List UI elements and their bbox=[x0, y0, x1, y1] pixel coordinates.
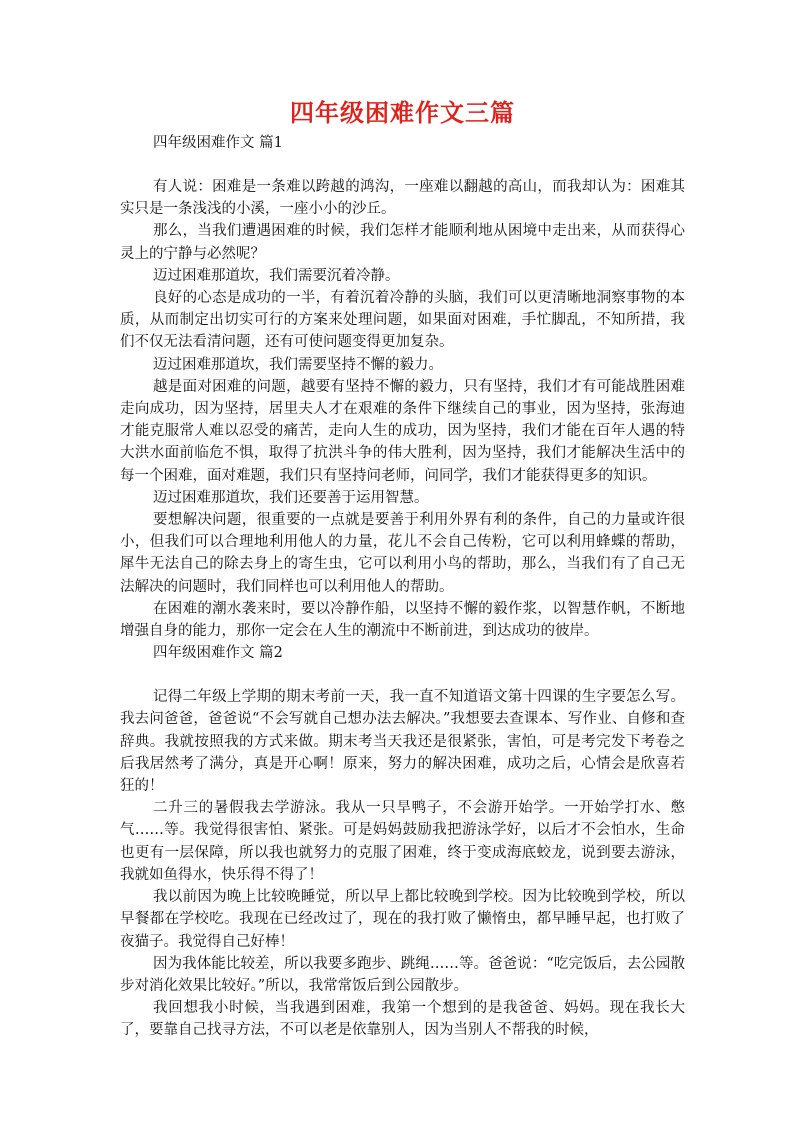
document-title: 四年级困难作文三篇 bbox=[290, 98, 515, 127]
document-page bbox=[120, 96, 685, 1042]
paragraph: 迈过困难那道坎，我们需要沉着冷静。 bbox=[153, 267, 400, 284]
section-gap bbox=[120, 664, 685, 686]
paragraph: 越是面对困难的问题，越要有坚持不懈的毅力，只有坚持，我们才有可能战胜困难走向成功，因为坚持，居里夫人才在艰难的条件下继续自己的事业，因为坚持，张海迪才能克服常人难以忍受的痛苦，走向人生的成功，因为坚持，我们才能在百年人遇的特大洪水面前临危不惧，取得了抗洪斗争的伟大胜利，因为坚持，我们才能解决生活中的每一个困难，面对难题，我们只有坚持问老师，问同学，我们才能获得更多的知识。 bbox=[120, 378, 685, 484]
paragraph: 良好的心态是成功的一半，有着沉着冷静的头脑，我们可以更清晰地洞察事物的本质，从而制定出切实可行的方案来处理问题，如果面对困难，手忙脚乱，不知所措，我们不仅无法看清问题，还有可使问题变得更加复杂。 bbox=[120, 290, 685, 351]
paragraph: 迈过困难那道坎，我们还要善于运用智慧。 bbox=[153, 489, 429, 506]
paragraph: 那么，当我们遭遇困难的时候，我们怎样才能顺利地从困境中走出来，从而获得心灵上的宁静与必然呢？ bbox=[120, 223, 685, 262]
paragraph: 迈过困难那道坎，我们需要坚持不懈的毅力。 bbox=[153, 356, 443, 373]
paragraph: 在困难的潮水袭来时，要以冷静作船，以坚持不懈的毅作浆，以智慧作帆，不断地增强自身的能力，那你一定会在人生的潮流中不断前进，到达成功的彼岸。 bbox=[120, 600, 685, 640]
paragraph: 我以前因为晚上比较晚睡觉，所以早上都比较晚到学校。因为比较晚到学校，所以早餐都在学校吃。我现在已经改过了，现在的我打败了懒惰虫，都早睡早起，也打败了夜猫子。我觉得自己好棒！ bbox=[120, 889, 685, 950]
paragraph: 二升三的暑假我去学游泳。我从一只旱鸭子，不会游开始学。一开始学打水、憋气……等。我觉得很害怕、紧张。可是妈妈鼓励我把游泳学好，以后才不会怕水，生命也更有一层保障，所以我也就努力的克服了困难，终于变成海底蛟龙，说到要去游泳，我就如鱼得水，快乐得不得了！ bbox=[120, 800, 685, 883]
paragraph: 有人说：困难是一条难以跨越的鸿沟，一座难以翻越的高山，而我却认为：困难其实只是一条浅浅的小溪，一座小小的沙丘。 bbox=[120, 179, 685, 218]
paragraph: 要想解决问题，很重要的一点就是要善于利用外界有利的条件，自己的力量或许很小，但我们可以合理地利用他人的力量，花儿不会自己传粉，它可以利用蜂蝶的帮助，犀牛无法自己的除去身上的寄生虫，它可以利用小鸟的帮助，那么，当我们有了自己无法解决的问题时，我们同样也可以利用他人的帮助。 bbox=[120, 512, 685, 595]
paragraph: 我回想我小时候，当我遇到困难，我第一个想到的是我爸爸、妈妈。现在我长大了，要靠自己找寻方法，不可以老是依靠别人，因为当别人不帮我的时候， bbox=[120, 1000, 685, 1039]
paragraph: 因为我体能比较差，所以我要多跑步、跳绳……等。爸爸说：“吃完饭后，去公园散步对消化效果比较好。”所以，我常常饭后到公园散步。 bbox=[120, 955, 685, 994]
section-gap bbox=[120, 154, 685, 176]
section-1-heading: 四年级困难作文 篇1 bbox=[153, 135, 283, 151]
section-2-heading: 四年级困难作文 篇2 bbox=[153, 645, 283, 662]
paragraph: 记得二年级上学期的期末考前一天，我一直不知道语文第十四课的生字要怎么写。我去问爸爸，爸爸说“不会写就自己想办法去解决。”我想要去查课本、写作业、自修和查辞典。我就按照我的方式来做。期末考当天我还是很紧张，害怕，可是考完发下考卷之后我居然考了满分，真是开心啊！原来，努力的解决困难，成功之后，心情会是欣喜若狂的！ bbox=[120, 689, 685, 795]
